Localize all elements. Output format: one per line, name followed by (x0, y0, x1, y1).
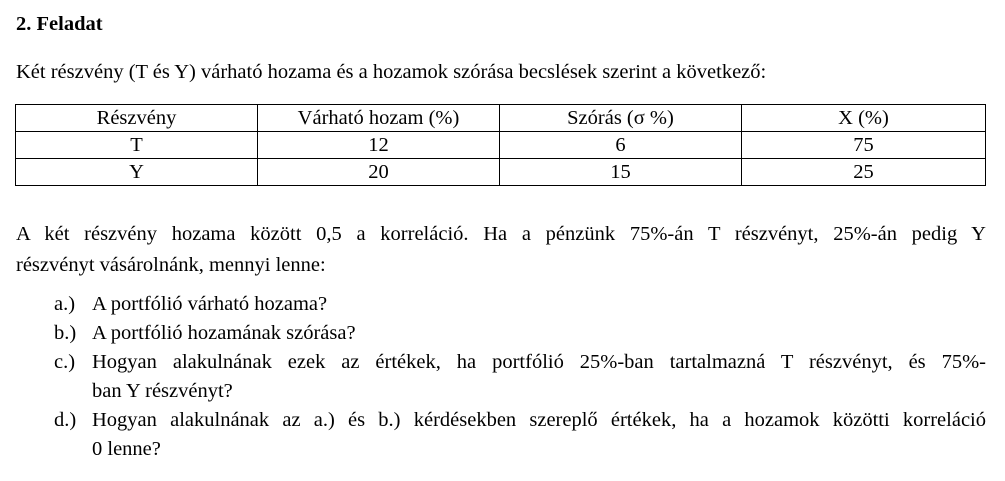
task-heading: 2. Feladat (16, 13, 103, 35)
table-cell: 6 (500, 132, 742, 159)
intro-text: Két részvény (T és Y) várható hozama és a hozamok szórása becslések szerint a következő: (16, 61, 767, 83)
header-cell-stock: Részvény (16, 105, 258, 132)
paragraph-line: A két részvény hozama között 0,5 a korreláció. Ha a pénzünk 75%-án T részvényt, 25%-án pedig Y (16, 223, 986, 245)
header-cell-std-dev: Szórás (σ %) (500, 105, 742, 132)
question-label: a.) (54, 293, 76, 315)
table-cell: 20 (258, 159, 500, 186)
header-cell-weight: X (%) (742, 105, 986, 132)
table-cell: 15 (500, 159, 742, 186)
table-row (16, 132, 986, 159)
question-text: 0 lenne? (92, 438, 161, 460)
table-cell: Y (16, 159, 258, 186)
paragraph-line: részvényt vásárolnánk, mennyi lenne: (16, 254, 326, 276)
stock-data-table (15, 104, 986, 186)
question-text: Hogyan alakulnának az a.) és b.) kérdésekben szereplő értékek, ha a hozamok közötti korreláció (92, 409, 986, 431)
question-item (54, 319, 986, 348)
table-header-row (16, 105, 986, 132)
question-item (54, 290, 986, 319)
question-label: c.) (54, 351, 76, 373)
question-item (54, 348, 986, 406)
question-label: d.) (54, 409, 77, 431)
question-label: b.) (54, 322, 77, 344)
table-cell: 25 (742, 159, 986, 186)
question-text: Hogyan alakulnának ezek az értékek, ha portfólió 25%-ban tartalmazná T részvényt, és 75%- (92, 351, 986, 373)
question-text: A portfólió várható hozama? (92, 293, 328, 315)
table-cell: 75 (742, 132, 986, 159)
header-cell-expected-return: Várható hozam (%) (258, 105, 500, 132)
correlation-paragraph (16, 219, 986, 281)
table-row (16, 159, 986, 186)
table-cell: 12 (258, 132, 500, 159)
question-item (54, 406, 986, 464)
question-list (54, 290, 986, 464)
table-cell: T (16, 132, 258, 159)
question-text: A portfólió hozamának szórása? (92, 322, 356, 344)
question-text: ban Y részvényt? (92, 380, 233, 402)
